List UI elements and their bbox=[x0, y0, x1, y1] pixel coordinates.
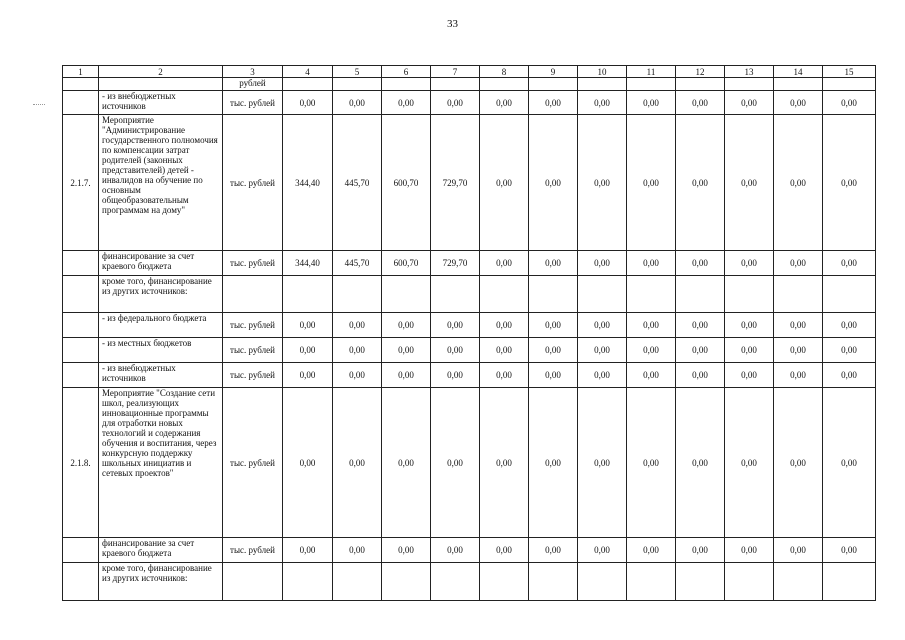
value-cell: 0,00 bbox=[823, 363, 876, 388]
value-cell: 0,00 bbox=[578, 338, 627, 363]
value-cell: 0,00 bbox=[382, 91, 431, 115]
value-cell: 0,00 bbox=[676, 388, 725, 538]
row-number-cell bbox=[63, 276, 99, 313]
value-cell: 0,00 bbox=[676, 363, 725, 388]
value-cell: 0,00 bbox=[676, 538, 725, 563]
value-cell: 0,00 bbox=[382, 313, 431, 338]
value-cell: 0,00 bbox=[333, 338, 382, 363]
margin-mark bbox=[33, 104, 45, 106]
value-cell bbox=[725, 563, 774, 601]
value-cell: 0,00 bbox=[480, 363, 529, 388]
value-cell bbox=[480, 563, 529, 601]
row-number-cell bbox=[63, 91, 99, 115]
value-cell: 0,00 bbox=[431, 538, 480, 563]
value-cell bbox=[480, 276, 529, 313]
value-cell: 0,00 bbox=[431, 363, 480, 388]
value-cell: 0,00 bbox=[774, 313, 823, 338]
value-cell: 0,00 bbox=[676, 338, 725, 363]
value-cell: 0,00 bbox=[627, 338, 676, 363]
value-cell bbox=[774, 276, 823, 313]
header-cell: 1 bbox=[63, 66, 99, 78]
value-cell: 0,00 bbox=[774, 363, 823, 388]
value-cell: 0,00 bbox=[725, 251, 774, 276]
value-cell bbox=[676, 78, 725, 91]
value-cell: 344,40 bbox=[283, 115, 333, 251]
value-cell: 0,00 bbox=[480, 538, 529, 563]
table-row bbox=[63, 388, 876, 538]
value-cell bbox=[333, 563, 382, 601]
value-cell: 0,00 bbox=[283, 91, 333, 115]
description-cell: Мероприятие "Создание сети школ, реализующих инновационные программы для отработки новых технологий и содержания обучения и воспитания, через конкурсную поддержку школьных инициатив и сетевых проектов" bbox=[99, 388, 223, 538]
value-cell: 0,00 bbox=[823, 115, 876, 251]
unit-cell bbox=[223, 276, 283, 313]
value-cell: 0,00 bbox=[676, 115, 725, 251]
header-cell: 9 bbox=[529, 66, 578, 78]
value-cell: 0,00 bbox=[529, 363, 578, 388]
value-cell: 0,00 bbox=[578, 538, 627, 563]
header-cell: 4 bbox=[283, 66, 333, 78]
header-cell: 10 bbox=[578, 66, 627, 78]
value-cell: 0,00 bbox=[333, 91, 382, 115]
table-row bbox=[63, 115, 876, 251]
unit-cell: тыс. рублей bbox=[223, 388, 283, 538]
description-cell: - из местных бюджетов bbox=[99, 338, 223, 363]
value-cell: 0,00 bbox=[283, 363, 333, 388]
value-cell: 0,00 bbox=[283, 538, 333, 563]
value-cell: 0,00 bbox=[578, 91, 627, 115]
table-row bbox=[63, 276, 876, 313]
value-cell bbox=[774, 563, 823, 601]
row-number-cell bbox=[63, 363, 99, 388]
value-cell: 0,00 bbox=[725, 115, 774, 251]
value-cell: 0,00 bbox=[774, 338, 823, 363]
value-cell bbox=[333, 276, 382, 313]
value-cell bbox=[529, 563, 578, 601]
value-cell bbox=[333, 78, 382, 91]
description-cell: - из федерального бюджета bbox=[99, 313, 223, 338]
value-cell: 0,00 bbox=[627, 388, 676, 538]
value-cell bbox=[823, 78, 876, 91]
description-cell: финансирование за счет краевого бюджета bbox=[99, 251, 223, 276]
value-cell: 0,00 bbox=[283, 338, 333, 363]
value-cell: 0,00 bbox=[480, 388, 529, 538]
row-number-cell bbox=[63, 313, 99, 338]
value-cell: 344,40 bbox=[283, 251, 333, 276]
value-cell: 445,70 bbox=[333, 251, 382, 276]
value-cell bbox=[382, 78, 431, 91]
unit-cell: тыс. рублей bbox=[223, 538, 283, 563]
value-cell: 0,00 bbox=[578, 115, 627, 251]
value-cell: 0,00 bbox=[774, 115, 823, 251]
value-cell: 0,00 bbox=[333, 313, 382, 338]
value-cell: 0,00 bbox=[480, 91, 529, 115]
unit-cell: тыс. рублей bbox=[223, 313, 283, 338]
value-cell bbox=[431, 276, 480, 313]
value-cell: 600,70 bbox=[382, 115, 431, 251]
unit-cell: тыс. рублей bbox=[223, 91, 283, 115]
value-cell: 0,00 bbox=[480, 251, 529, 276]
unit-cell: тыс. рублей bbox=[223, 363, 283, 388]
value-cell: 0,00 bbox=[431, 338, 480, 363]
table-row bbox=[63, 363, 876, 388]
header-cell: 13 bbox=[725, 66, 774, 78]
value-cell: 729,70 bbox=[431, 251, 480, 276]
unit-cell: рублей bbox=[223, 78, 283, 91]
header-cell: 12 bbox=[676, 66, 725, 78]
page-number: 33 bbox=[447, 18, 458, 30]
unit-cell: тыс. рублей bbox=[223, 251, 283, 276]
value-cell: 0,00 bbox=[480, 338, 529, 363]
value-cell: 445,70 bbox=[333, 115, 382, 251]
description-cell: - из внебюджетных источников bbox=[99, 91, 223, 115]
header-cell: 8 bbox=[480, 66, 529, 78]
value-cell: 0,00 bbox=[725, 338, 774, 363]
budget-table bbox=[62, 65, 876, 601]
header-cell: 5 bbox=[333, 66, 382, 78]
table-row bbox=[63, 338, 876, 363]
value-cell bbox=[283, 276, 333, 313]
value-cell bbox=[578, 78, 627, 91]
value-cell: 0,00 bbox=[823, 313, 876, 338]
unit-cell: тыс. рублей bbox=[223, 338, 283, 363]
value-cell bbox=[431, 563, 480, 601]
value-cell bbox=[627, 78, 676, 91]
description-cell: Мероприятие "Администрирование государственного полномочия по компенсации затрат родителей (законных представителей) детей - инвалидов на обучение по основным общеобразовательным программам на дому" bbox=[99, 115, 223, 251]
table-row bbox=[63, 91, 876, 115]
value-cell: 0,00 bbox=[529, 388, 578, 538]
value-cell bbox=[627, 276, 676, 313]
value-cell bbox=[676, 563, 725, 601]
value-cell bbox=[774, 78, 823, 91]
row-number-cell bbox=[63, 251, 99, 276]
unit-cell: тыс. рублей bbox=[223, 115, 283, 251]
value-cell: 0,00 bbox=[578, 388, 627, 538]
value-cell: 0,00 bbox=[529, 338, 578, 363]
value-cell: 0,00 bbox=[283, 313, 333, 338]
value-cell bbox=[480, 78, 529, 91]
value-cell: 0,00 bbox=[725, 91, 774, 115]
unit-cell bbox=[223, 563, 283, 601]
value-cell: 0,00 bbox=[529, 91, 578, 115]
table-row bbox=[63, 563, 876, 601]
value-cell bbox=[823, 563, 876, 601]
value-cell: 600,70 bbox=[382, 251, 431, 276]
value-cell: 0,00 bbox=[725, 388, 774, 538]
value-cell: 729,70 bbox=[431, 115, 480, 251]
header-row bbox=[63, 66, 876, 78]
header-cell: 11 bbox=[627, 66, 676, 78]
value-cell: 0,00 bbox=[382, 538, 431, 563]
table-row bbox=[63, 313, 876, 338]
value-cell: 0,00 bbox=[431, 388, 480, 538]
value-cell bbox=[578, 276, 627, 313]
value-cell: 0,00 bbox=[676, 251, 725, 276]
value-cell bbox=[382, 563, 431, 601]
value-cell: 0,00 bbox=[725, 363, 774, 388]
description-cell: кроме того, финансирование из других источников: bbox=[99, 563, 223, 601]
value-cell: 0,00 bbox=[627, 91, 676, 115]
description-cell: - из внебюджетных источников bbox=[99, 363, 223, 388]
header-cell: 2 bbox=[99, 66, 223, 78]
value-cell: 0,00 bbox=[774, 251, 823, 276]
header-cell: 6 bbox=[382, 66, 431, 78]
value-cell: 0,00 bbox=[823, 538, 876, 563]
value-cell: 0,00 bbox=[823, 388, 876, 538]
value-cell bbox=[529, 276, 578, 313]
row-number-cell bbox=[63, 563, 99, 601]
value-cell bbox=[725, 78, 774, 91]
value-cell bbox=[725, 276, 774, 313]
value-cell: 0,00 bbox=[529, 115, 578, 251]
value-cell: 0,00 bbox=[725, 313, 774, 338]
value-cell bbox=[283, 78, 333, 91]
header-cell: 3 bbox=[223, 66, 283, 78]
value-cell bbox=[529, 78, 578, 91]
value-cell: 0,00 bbox=[529, 313, 578, 338]
description-cell: финансирование за счет краевого бюджета bbox=[99, 538, 223, 563]
value-cell: 0,00 bbox=[382, 388, 431, 538]
value-cell: 0,00 bbox=[627, 115, 676, 251]
value-cell: 0,00 bbox=[382, 338, 431, 363]
value-cell: 0,00 bbox=[823, 91, 876, 115]
header-cell: 15 bbox=[823, 66, 876, 78]
value-cell: 0,00 bbox=[627, 251, 676, 276]
value-cell: 0,00 bbox=[774, 388, 823, 538]
value-cell: 0,00 bbox=[823, 338, 876, 363]
value-cell: 0,00 bbox=[382, 363, 431, 388]
value-cell: 0,00 bbox=[823, 251, 876, 276]
value-cell: 0,00 bbox=[333, 388, 382, 538]
table-row bbox=[63, 78, 876, 91]
value-cell: 0,00 bbox=[774, 91, 823, 115]
header-cell: 14 bbox=[774, 66, 823, 78]
value-cell: 0,00 bbox=[627, 538, 676, 563]
row-number-cell bbox=[63, 78, 99, 91]
row-number-cell bbox=[63, 538, 99, 563]
value-cell: 0,00 bbox=[480, 313, 529, 338]
value-cell bbox=[382, 276, 431, 313]
table-row bbox=[63, 251, 876, 276]
row-number-cell: 2.1.8. bbox=[63, 388, 99, 538]
value-cell: 0,00 bbox=[774, 538, 823, 563]
value-cell: 0,00 bbox=[676, 91, 725, 115]
value-cell bbox=[431, 78, 480, 91]
value-cell: 0,00 bbox=[333, 363, 382, 388]
value-cell: 0,00 bbox=[578, 313, 627, 338]
value-cell bbox=[283, 563, 333, 601]
value-cell: 0,00 bbox=[627, 313, 676, 338]
value-cell: 0,00 bbox=[578, 251, 627, 276]
description-cell: кроме того, финансирование из других источников: bbox=[99, 276, 223, 313]
value-cell: 0,00 bbox=[431, 313, 480, 338]
value-cell: 0,00 bbox=[283, 388, 333, 538]
value-cell: 0,00 bbox=[627, 363, 676, 388]
value-cell: 0,00 bbox=[431, 91, 480, 115]
row-number-cell: 2.1.7. bbox=[63, 115, 99, 251]
value-cell: 0,00 bbox=[529, 251, 578, 276]
value-cell bbox=[578, 563, 627, 601]
value-cell: 0,00 bbox=[333, 538, 382, 563]
description-cell bbox=[99, 78, 223, 91]
row-number-cell bbox=[63, 338, 99, 363]
value-cell: 0,00 bbox=[578, 363, 627, 388]
value-cell bbox=[823, 276, 876, 313]
table-row bbox=[63, 538, 876, 563]
value-cell bbox=[627, 563, 676, 601]
value-cell bbox=[676, 276, 725, 313]
value-cell: 0,00 bbox=[725, 538, 774, 563]
value-cell: 0,00 bbox=[676, 313, 725, 338]
header-cell: 7 bbox=[431, 66, 480, 78]
value-cell: 0,00 bbox=[480, 115, 529, 251]
value-cell: 0,00 bbox=[529, 538, 578, 563]
